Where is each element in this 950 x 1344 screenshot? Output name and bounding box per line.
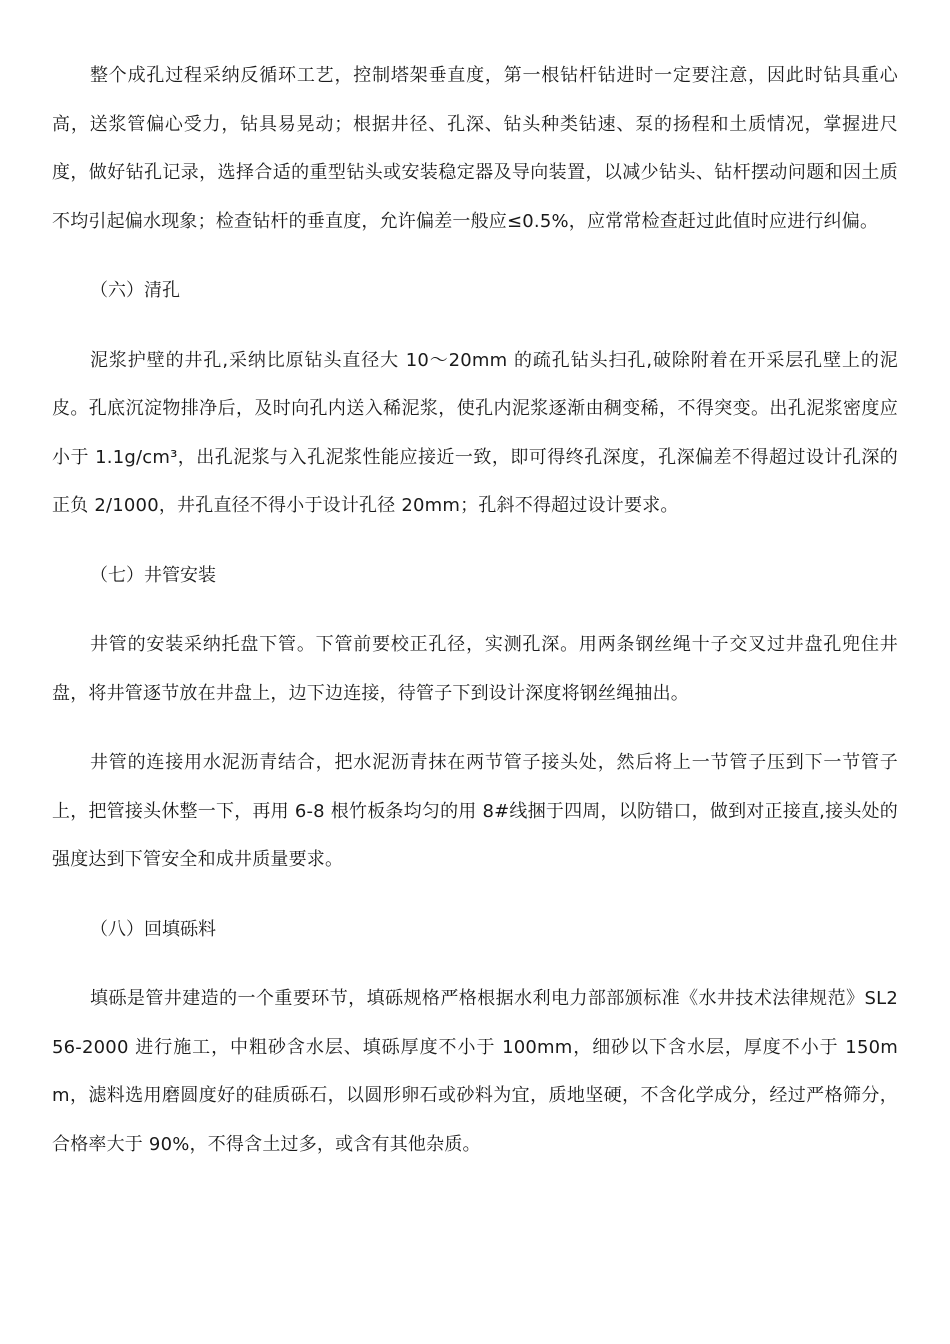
spacer [52, 316, 898, 337]
spacer [52, 885, 898, 906]
spacer [52, 600, 898, 621]
spacer [52, 246, 898, 267]
paragraph-hole-cleaning: 泥浆护壁的井孔,采纳比原钻头直径大 10～20mm 的疏孔钻头扫孔,破除附着在开采层孔壁上的泥皮。孔底沉淀物排净后，及时向孔内送入稀泥浆，使孔内泥浆逐渐由稠变稀，不得突变。出孔泥浆密度应小于 1.1g/cm³，出孔泥浆与入孔泥浆性能应接近一致，即可得终孔深度，孔深偏差不得超过设计孔深的正负 2/1000，井孔直径不得小于设计孔径 20mm；孔斜不得超过设计要求。 [52, 349, 898, 516]
section-heading-pipe-installation: （七）井管安装 [90, 564, 216, 586]
spacer [52, 531, 898, 552]
paragraph-drilling-control: 整个成孔过程采纳反循环工艺，控制塔架垂直度，第一根钻杆钻进时一定要注意，因此时钻具重心高，送浆管偏心受力，钻具易晃动；根据井径、孔深、钻头种类钻速、泵的扬程和土质情况，掌握进尺度，做好钻孔记录，选择合适的重型钻头或安装稳定器及导向装置，以减少钻头、钻杆摆动问题和因土质不均引起偏水现象；检查钻杆的垂直度，允许偏差一般应≤0.5%，应常常检查赶过此值时应进行纠偏。 [52, 65, 898, 232]
section-heading-hole-cleaning: （六）清孔 [90, 280, 180, 301]
spacer [52, 954, 898, 975]
paragraph-gravel-backfill: 填砾是管井建造的一个重要环节，填砾规格严格根据水利电力部部颁标准《水井技术法律规范》SL256-2000 进行施工，中粗砂含水层、填砾厚度不小于 100mm，细砂以下含水层，厚度不小于 150mm，滤料选用磨圆度好的硅质砾石，以圆形卵石或砂料为宜，质地坚硬，不含化学成分，经过严格筛分，合格率大于 90%，不得含土过多，或含有其他杂质。 [52, 988, 898, 1155]
paragraph-pipe-connection: 井管的连接用水泥沥青结合，把水泥沥青抹在两节管子接头处，然后将上一节管子压到下一节管子上，把管接头休整一下，再用 6-8 根竹板条均匀的用 8#线捆于四周，以防错口，做到对正接直,接头处的强度达到下管安全和成井质量要求。 [52, 752, 898, 870]
paragraph-pipe-lowering: 井管的安装采纳托盘下管。下管前要校正孔径，实测孔深。用两条钢丝绳十子交叉过井盘孔兜住井盘，将井管逐节放在井盘上，边下边连接，待管子下到设计深度将钢丝绳抽出。 [52, 634, 898, 704]
document-page [52, 52, 898, 1169]
spacer [52, 718, 898, 739]
section-heading-gravel-backfill: （八）回填砾料 [90, 918, 216, 940]
